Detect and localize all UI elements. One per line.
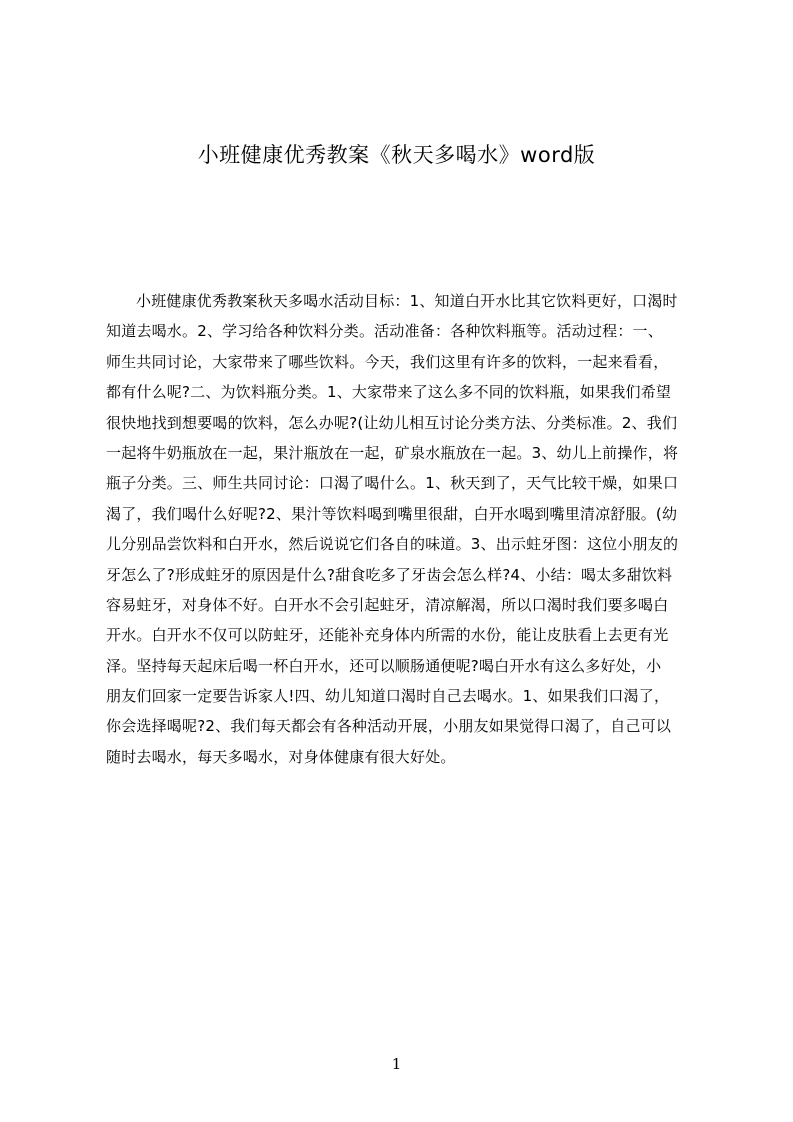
body-line: 都有什么呢?二、为饮料瓶分类。1、大家带来了这么多不同的饮料瓶，如果我们希望 [106,383,672,402]
body-line: 瓶子分类。三、师生共同讨论：口渴了喝什么。1、秋天到了，天气比较干燥，如果口 [106,474,679,493]
document-title: 小班健康优秀教案《秋天多喝水》word版 [197,143,596,167]
body-line: 朋友们回家一定要告诉家人!四、幼儿知道口渴时自己去喝水。1、如果我们口渴了， [106,687,670,706]
body-line: 一起将牛奶瓶放在一起，果汁瓶放在一起，矿泉水瓶放在一起。3、幼儿上前操作，将 [106,443,679,462]
body-line: 你会选择喝呢?2、我们每天都会有各种活动开展，小朋友如果觉得口渴了，自己可以 [106,717,672,736]
body-line: 牙怎么了?形成蛀牙的原因是什么?甜食吃多了牙齿会怎么样?4、小结：喝太多甜饮料 [106,565,673,584]
page-number: 1 [391,1055,402,1073]
body-line: 小班健康优秀教案秋天多喝水活动目标：1、知道白开水比其它饮料更好，口渴时 [136,292,678,310]
body-line: 开水。白开水不仅可以防蛀牙，还能补充身体内所需的水份，能让皮肤看上去更有光 [106,626,669,645]
body-line: 容易蛀牙，对身体不好。白开水不会引起蛀牙，清凉解渴，所以口渴时我们要多喝白 [106,595,669,614]
body-line: 师生共同讨论，大家带来了哪些饮料。今天，我们这里有许多的饮料，一起来看看， [106,352,669,371]
body-line: 儿分别品尝饮料和白开水，然后说说它们各自的味道。3、出示蛀牙图：这位小朋友的 [106,535,679,554]
document-body [106,286,710,772]
body-line: 渴了，我们喝什么好呢?2、果汁等饮料喝到嘴里很甜，白开水喝到嘴里清凉舒服。(幼 [106,504,678,523]
body-line: 很快地找到想要喝的饮料，怎么办呢?(让幼儿相互讨论分类方法、分类标准。2、我们 [106,413,678,432]
body-line: 知道去喝水。2、学习给各种饮料分类。活动准备：各种饮料瓶等。活动过程：一、 [106,322,663,341]
body-line: 随时去喝水，每天多喝水，对身体健康有很大好处。 [106,747,456,766]
body-line: 泽。坚持每天起床后喝一杯白开水，还可以顺肠通便呢?喝白开水有这么多好处，小 [106,656,662,675]
